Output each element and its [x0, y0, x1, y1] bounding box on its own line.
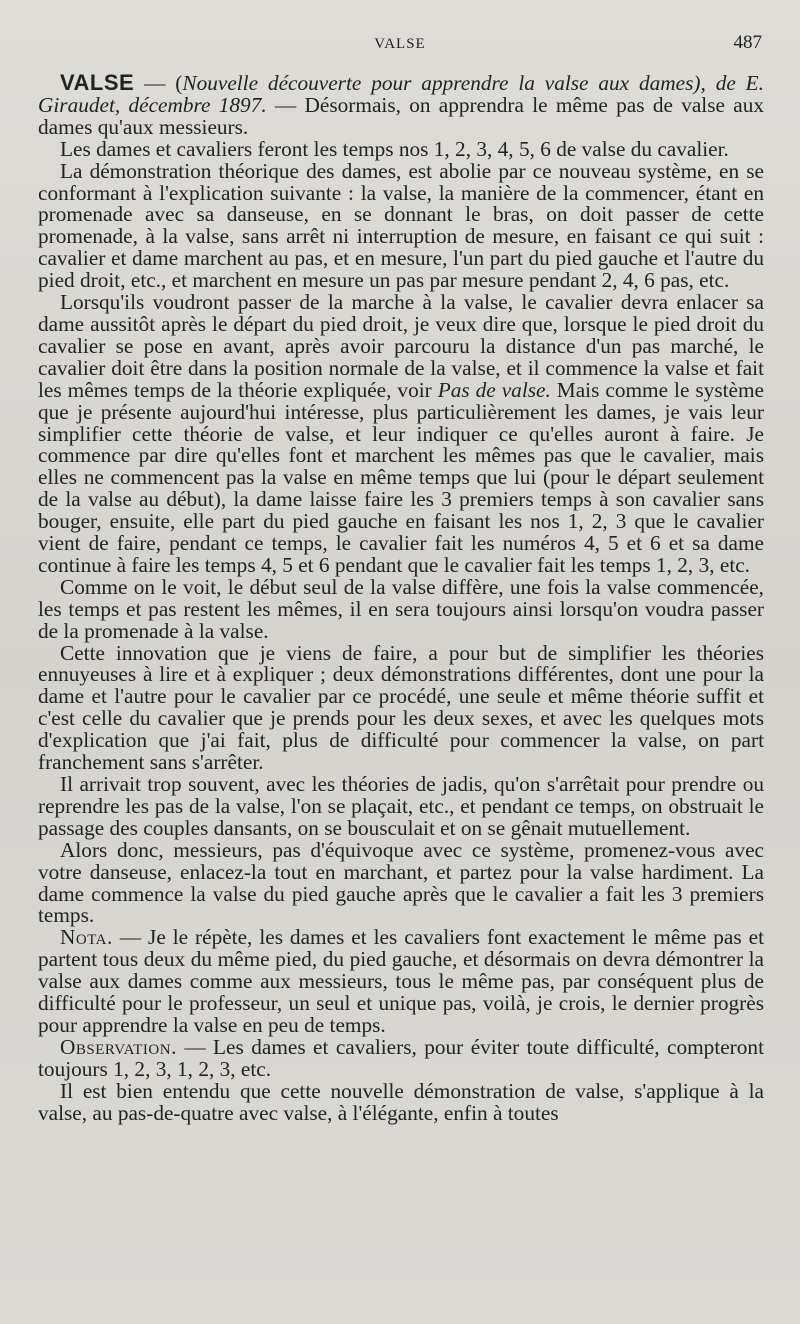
- observation-text: — Les dames et cavaliers, pour éviter toute difficulté, compteront toujours 1, 2, 3, 1, 2, 3, etc.: [38, 1034, 764, 1081]
- closing-paragraph: Il est bien entendu que cette nouvelle démonstration de valse, s'applique à la valse, au pas-de-quatre avec valse, à l'élégante, enfin à toutes: [38, 1078, 764, 1125]
- paragraph: Cette innovation que je viens de faire, a pour but de simplifier les théories ennuyeuses à lire et à expliquer ; deux démonstrations différentes, dont une pour la dame et l'autre pour le cavalier par ce procédé, une seule et même théorie suffit et c'est celle du cavalier que je prends pour les deux sexes, et avec les quelques mots d'explication que j'ai fait, plus de difficulté pour commencer la valse, on part franchement sans s'arrêter.: [38, 640, 764, 775]
- entry-paragraph: [38, 72, 764, 139]
- entry-source: Nouvelle découverte pour apprendre la valse aux dames), de E. Giraudet, décembre 1897.: [38, 71, 764, 117]
- paragraph: La démonstration théorique des dames, est abolie par ce nouveau système, en se conformant à l'explication suivante : la valse, la manière de la commencer, étant en promenade avec sa danseuse, en se donnant le bras, on doit passer de cette promenade, à la valse, sans arrêt ni interruption de mesure, en faisant ce qui suit : cavalier et dame marchent au pas, et en mesure, l'un part du pied gauche et l'autre du pied droit, etc., et marchent en mesure un pas par mesure pendant 2, 4, 6 pas, etc.: [38, 158, 764, 293]
- observation-label: Observation.: [60, 1034, 177, 1059]
- explanation-after: Mais comme le système que je présente aujourd'hui intéresse, plus particulièrement les dames, je vais leur simplifier cette théorie de valse, et leur indiquer ce qu'elles auront à faire. Je commence par dire qu'elles font et marchent les mêmes pas que le cavalier, mais elles ne commencent pas la valse en même temps que lui (pour le départ seulement de la valse au début), la dame laisse faire les 3 premiers temps à son cavalier sans bouger, ensuite, elle part du pied gauche en faisant les nos 1, 2, 3 que le cavalier vient de faire, pendant ce temps, le cavalier fait les numéros 4, 5 et 6 et sa dame continue à faire les temps 4, 5 et 6 pendant que le cavalier fait les temps 1, 2, 3, etc.: [38, 377, 764, 577]
- entry-lead-text: — Désormais, on apprendra le même pas de valse aux dames qu'aux messieurs.: [38, 92, 764, 139]
- paragraph: Il arrivait trop souvent, avec les théories de jadis, qu'on s'arrêtait pour prendre ou reprendre les pas de la valse, l'on se plaçait, etc., et pendant ce temps, on obstruait le passage des couples dansants, on se bousculait et on se gênait mutuellement.: [38, 772, 764, 840]
- explanation-italic: Pas de valse.: [437, 377, 551, 402]
- nota-text: — Je le répète, les dames et les cavaliers font exactement le même pas et partent tous deux du même pied, du pied gauche, et désormais on devra démontrer la valse aux dames comme aux messieurs, tous le même pas, par conséquent plus de difficulté pour le professeur, un seul et unique pas, voilà, je crois, le dernier progrès pour apprendre la valse en peu de temps.: [38, 925, 764, 1037]
- running-head: [0, 30, 800, 60]
- explanation-before: Lorsqu'ils voudront passer de la marche à la valse, le cavalier devra enlacer sa dame aussitôt après le départ du pied droit, je veux dire que, lorsque le pied droit du cavalier se pose en avant, après avoir parcouru la distance d'un pas marché, le cavalier doit être dans la position normale de la valse, et il commence la valse et fait les mêmes temps de la théorie expliquée, voir: [38, 290, 764, 402]
- page-number: 487: [733, 32, 762, 53]
- entry-dash: — (: [134, 71, 183, 95]
- paragraph: Les dames et cavaliers feront les temps nos 1, 2, 3, 4, 5, 6 de valse du cavalier.: [60, 136, 729, 161]
- entry-headword: VALSE: [60, 70, 135, 95]
- running-title: VALSE: [374, 36, 426, 52]
- paragraph: Comme on le voit, le début seul de la valse diffère, une fois la valse commencée, les temps et pas restent les mêmes, il en sera toujours ainsi lorsqu'on voudra passer de la promenade à la valse.: [38, 574, 764, 643]
- body-text: [38, 72, 764, 1125]
- observation-paragraph: [38, 1034, 764, 1081]
- paragraph: Alors donc, messieurs, pas d'équivoque avec ce système, promenez-vous avec votre danseuse, enlacez-la tout en marchant, et partez pour la valse hardiment. La dame commence la valse du pied gauche après que le cavalier a fait les 3 premiers temps.: [38, 837, 764, 928]
- nota-label: Nota.: [60, 925, 113, 950]
- nota-paragraph: [38, 927, 764, 1037]
- paragraph-explanation: [38, 292, 764, 577]
